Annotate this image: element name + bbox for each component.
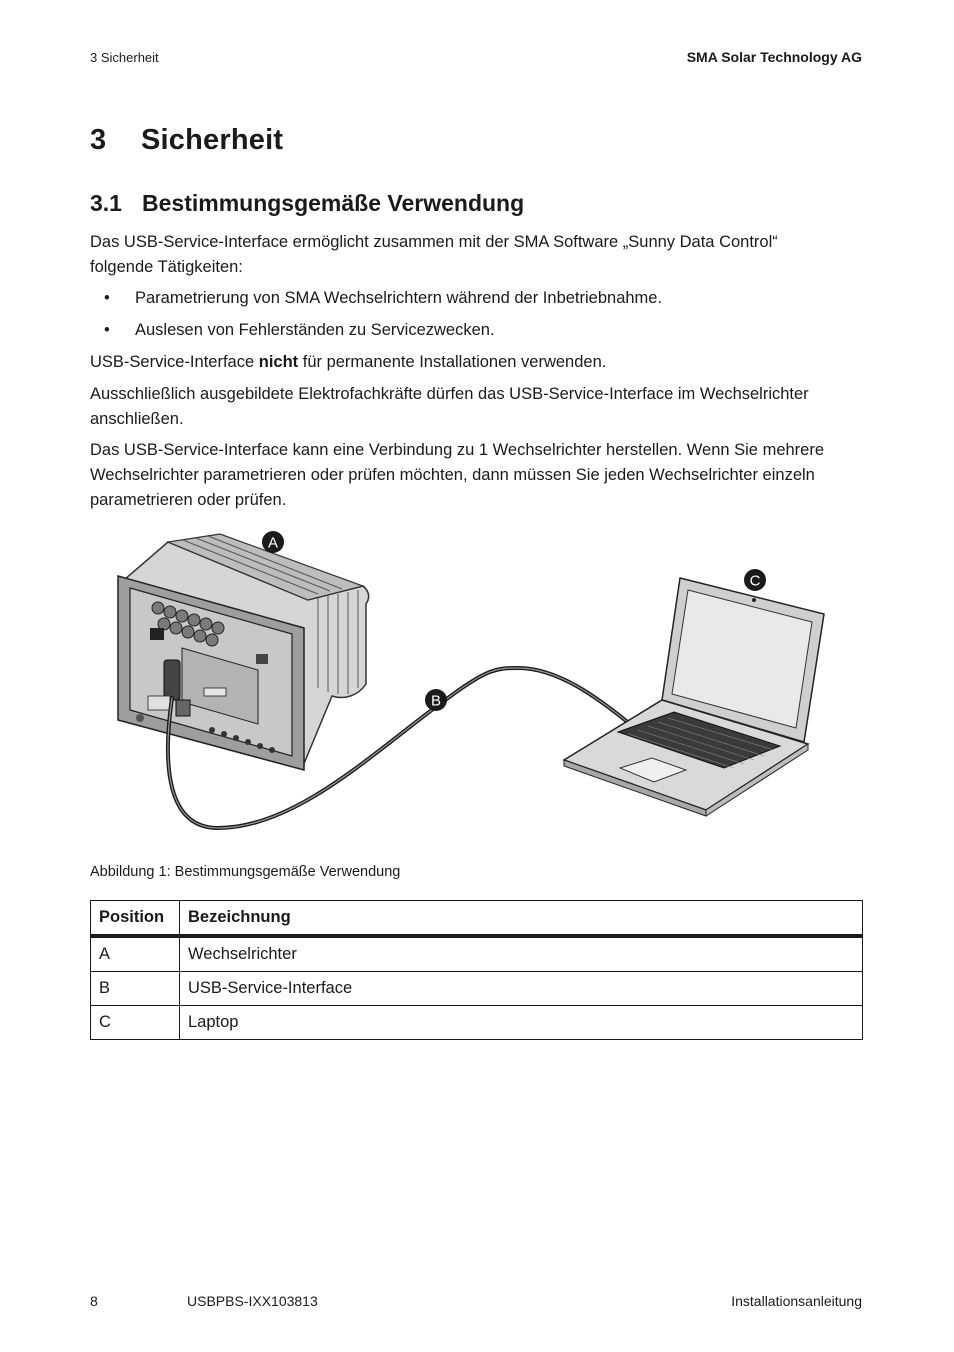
document-type: Installationsanleitung — [731, 1293, 862, 1309]
paragraph-line: Wechselrichter parametrieren oder prüfen möchten, dann müssen Sie jeden Wechselrichter einzeln — [90, 466, 815, 484]
table-header-row — [91, 901, 863, 937]
marker-c — [744, 569, 766, 591]
chapter-heading — [90, 124, 283, 157]
intro-line: Das USB-Service-Interface ermöglicht zusammen mit der SMA Software „Sunny Data Control“ — [90, 233, 778, 251]
table-cell-description: USB-Service-Interface — [180, 972, 863, 1006]
paragraph-line: parametrieren oder prüfen. — [90, 491, 287, 509]
bullet-item — [104, 318, 495, 343]
figure-caption: Abbildung 1: Bestimmungsgemäße Verwendung — [90, 864, 401, 880]
paragraph-line: anschließen. — [90, 410, 184, 428]
usage-text: USB-Service-Interface — [90, 353, 259, 371]
marker-b — [425, 689, 447, 711]
bullet-dot: • — [104, 321, 110, 339]
marker-a-label: A — [267, 534, 279, 552]
section-title: Bestimmungsgemäße Verwendung — [142, 190, 525, 216]
inverter-illustration — [118, 534, 369, 770]
paragraph-line: Das USB-Service-Interface kann eine Verbindung zu 1 Wechselrichter herstellen. Wenn Sie mehrere — [90, 441, 825, 459]
connection-paragraph — [90, 438, 865, 513]
bullet-text: Auslesen von Fehlerständen zu Servicezwecken. — [135, 321, 495, 339]
section-number: 3.1 — [90, 190, 122, 216]
qualified-paragraph — [90, 382, 865, 432]
marker-a — [262, 531, 284, 553]
usage-paragraph — [90, 350, 865, 375]
page-number: 8 — [90, 1293, 98, 1309]
document-id: USBPBS-IXX103813 — [187, 1293, 318, 1309]
intro-line: folgende Tätigkeiten: — [90, 258, 243, 276]
intro-paragraph — [90, 230, 865, 280]
table-row — [91, 936, 863, 972]
table-cell-position: A — [91, 936, 180, 972]
table-cell-position: B — [91, 972, 180, 1006]
bullet-text: Parametrierung von SMA Wechselrichtern während der Inbetriebnahme. — [135, 289, 663, 307]
running-header-company: SMA Solar Technology AG — [686, 49, 862, 65]
running-header-section: 3 Sicherheit — [90, 50, 159, 65]
section-heading — [90, 190, 524, 217]
usage-illustration — [108, 528, 838, 840]
column-header-position: Position — [91, 901, 180, 937]
chapter-number: 3 — [90, 124, 107, 156]
usage-emphasis: nicht — [258, 353, 299, 371]
table-cell-description: Laptop — [180, 1006, 863, 1040]
bullet-dot: • — [104, 289, 110, 307]
table-cell-position: C — [91, 1006, 180, 1040]
column-header-description: Bezeichnung — [180, 901, 863, 937]
table-cell-description: Wechselrichter — [180, 936, 863, 972]
table-row — [91, 1006, 863, 1040]
table-row — [91, 972, 863, 1006]
chapter-title: Sicherheit — [141, 124, 284, 156]
laptop-illustration — [564, 578, 824, 816]
paragraph-line: Ausschließlich ausgebildete Elektrofachkräfte dürfen das USB-Service-Interface im Wechselrichter — [90, 385, 809, 403]
usage-text: für permanente Installationen verwenden. — [298, 353, 607, 371]
marker-c-label: C — [749, 572, 761, 590]
legend-table — [90, 900, 863, 1040]
bullet-item — [104, 286, 662, 311]
marker-b-label: B — [430, 692, 442, 710]
